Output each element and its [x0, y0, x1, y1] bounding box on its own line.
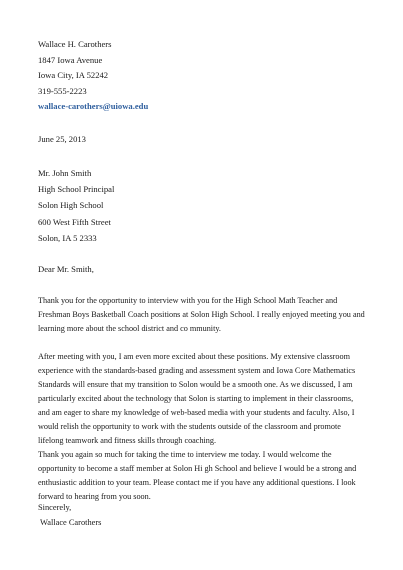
paragraph-line: Thank you for the opportunity to interview with you for the High School Math Teacher and — [38, 296, 338, 305]
body-paragraph-3 — [38, 448, 378, 504]
signature-name: Wallace Carothers — [40, 518, 102, 527]
sender-street: 1847 Iowa Avenue — [38, 54, 103, 65]
paragraph-line: and am eager to share my knowledge of web-based media with your students and faculty. Also, I — [38, 408, 355, 417]
recipient-street: 600 West Fifth Street — [38, 216, 111, 227]
recipient-title: High School Principal — [38, 184, 115, 195]
paragraph-line: enthusiastic addition to your team. Please contact me if you have any additional questions. I look — [38, 478, 356, 487]
greeting: Dear Mr. Smith, — [38, 264, 94, 274]
paragraph-line: learning more about the school district and co mmunity. — [38, 324, 221, 333]
paragraph-line: opportunity to become a staff member at Solon Hi gh School and believe I would be a strong and — [38, 464, 357, 473]
sender-phone: 319-555-2223 — [38, 85, 87, 96]
recipient-organization: Solon High School — [38, 200, 104, 211]
closing: Sincerely, — [38, 503, 72, 512]
sender-email-link[interactable]: wallace-carothers@uiowa.edu — [38, 101, 149, 111]
paragraph-line: Thank you again so much for taking the time to interview me today. I would welcome the — [38, 450, 332, 459]
body-paragraph-2 — [38, 350, 378, 448]
paragraph-line: Standards will ensure that my transition to Solon would be a smooth one. As we discussed, I am — [38, 380, 353, 389]
recipient-city-state-zip: Solon, IA 5 2333 — [38, 232, 97, 243]
paragraph-line: lifelong teamwork and fitness skills through coaching. — [38, 436, 217, 445]
paragraph-line: Freshman Boys Basketball Coach positions at Solon High School. I really enjoyed meeting you and — [38, 310, 365, 319]
body-paragraph-1 — [38, 294, 378, 336]
sender-block — [38, 37, 148, 115]
sender-city-state-zip: Iowa City, IA 52242 — [38, 70, 109, 80]
paragraph-line: After meeting with you, I am even more excited about these positions. My extensive classroom — [38, 352, 350, 361]
paragraph-line: forward to hearing from you soon. — [38, 492, 151, 501]
paragraph-line: would relish the opportunity to work with the students outside of the classroom and promote — [38, 422, 341, 431]
paragraph-line: experience with the standards-based grading and assessment system and Iowa Core Mathematics — [38, 366, 356, 375]
letter-date: June 25, 2013 — [38, 134, 86, 144]
recipient-block — [38, 165, 114, 246]
sender-name: Wallace H. Carothers — [38, 39, 112, 49]
recipient-name: Mr. John Smith — [38, 168, 92, 178]
paragraph-line: particularly excited about the technology that Solon is starting to implement in their classrooms, — [38, 394, 354, 403]
